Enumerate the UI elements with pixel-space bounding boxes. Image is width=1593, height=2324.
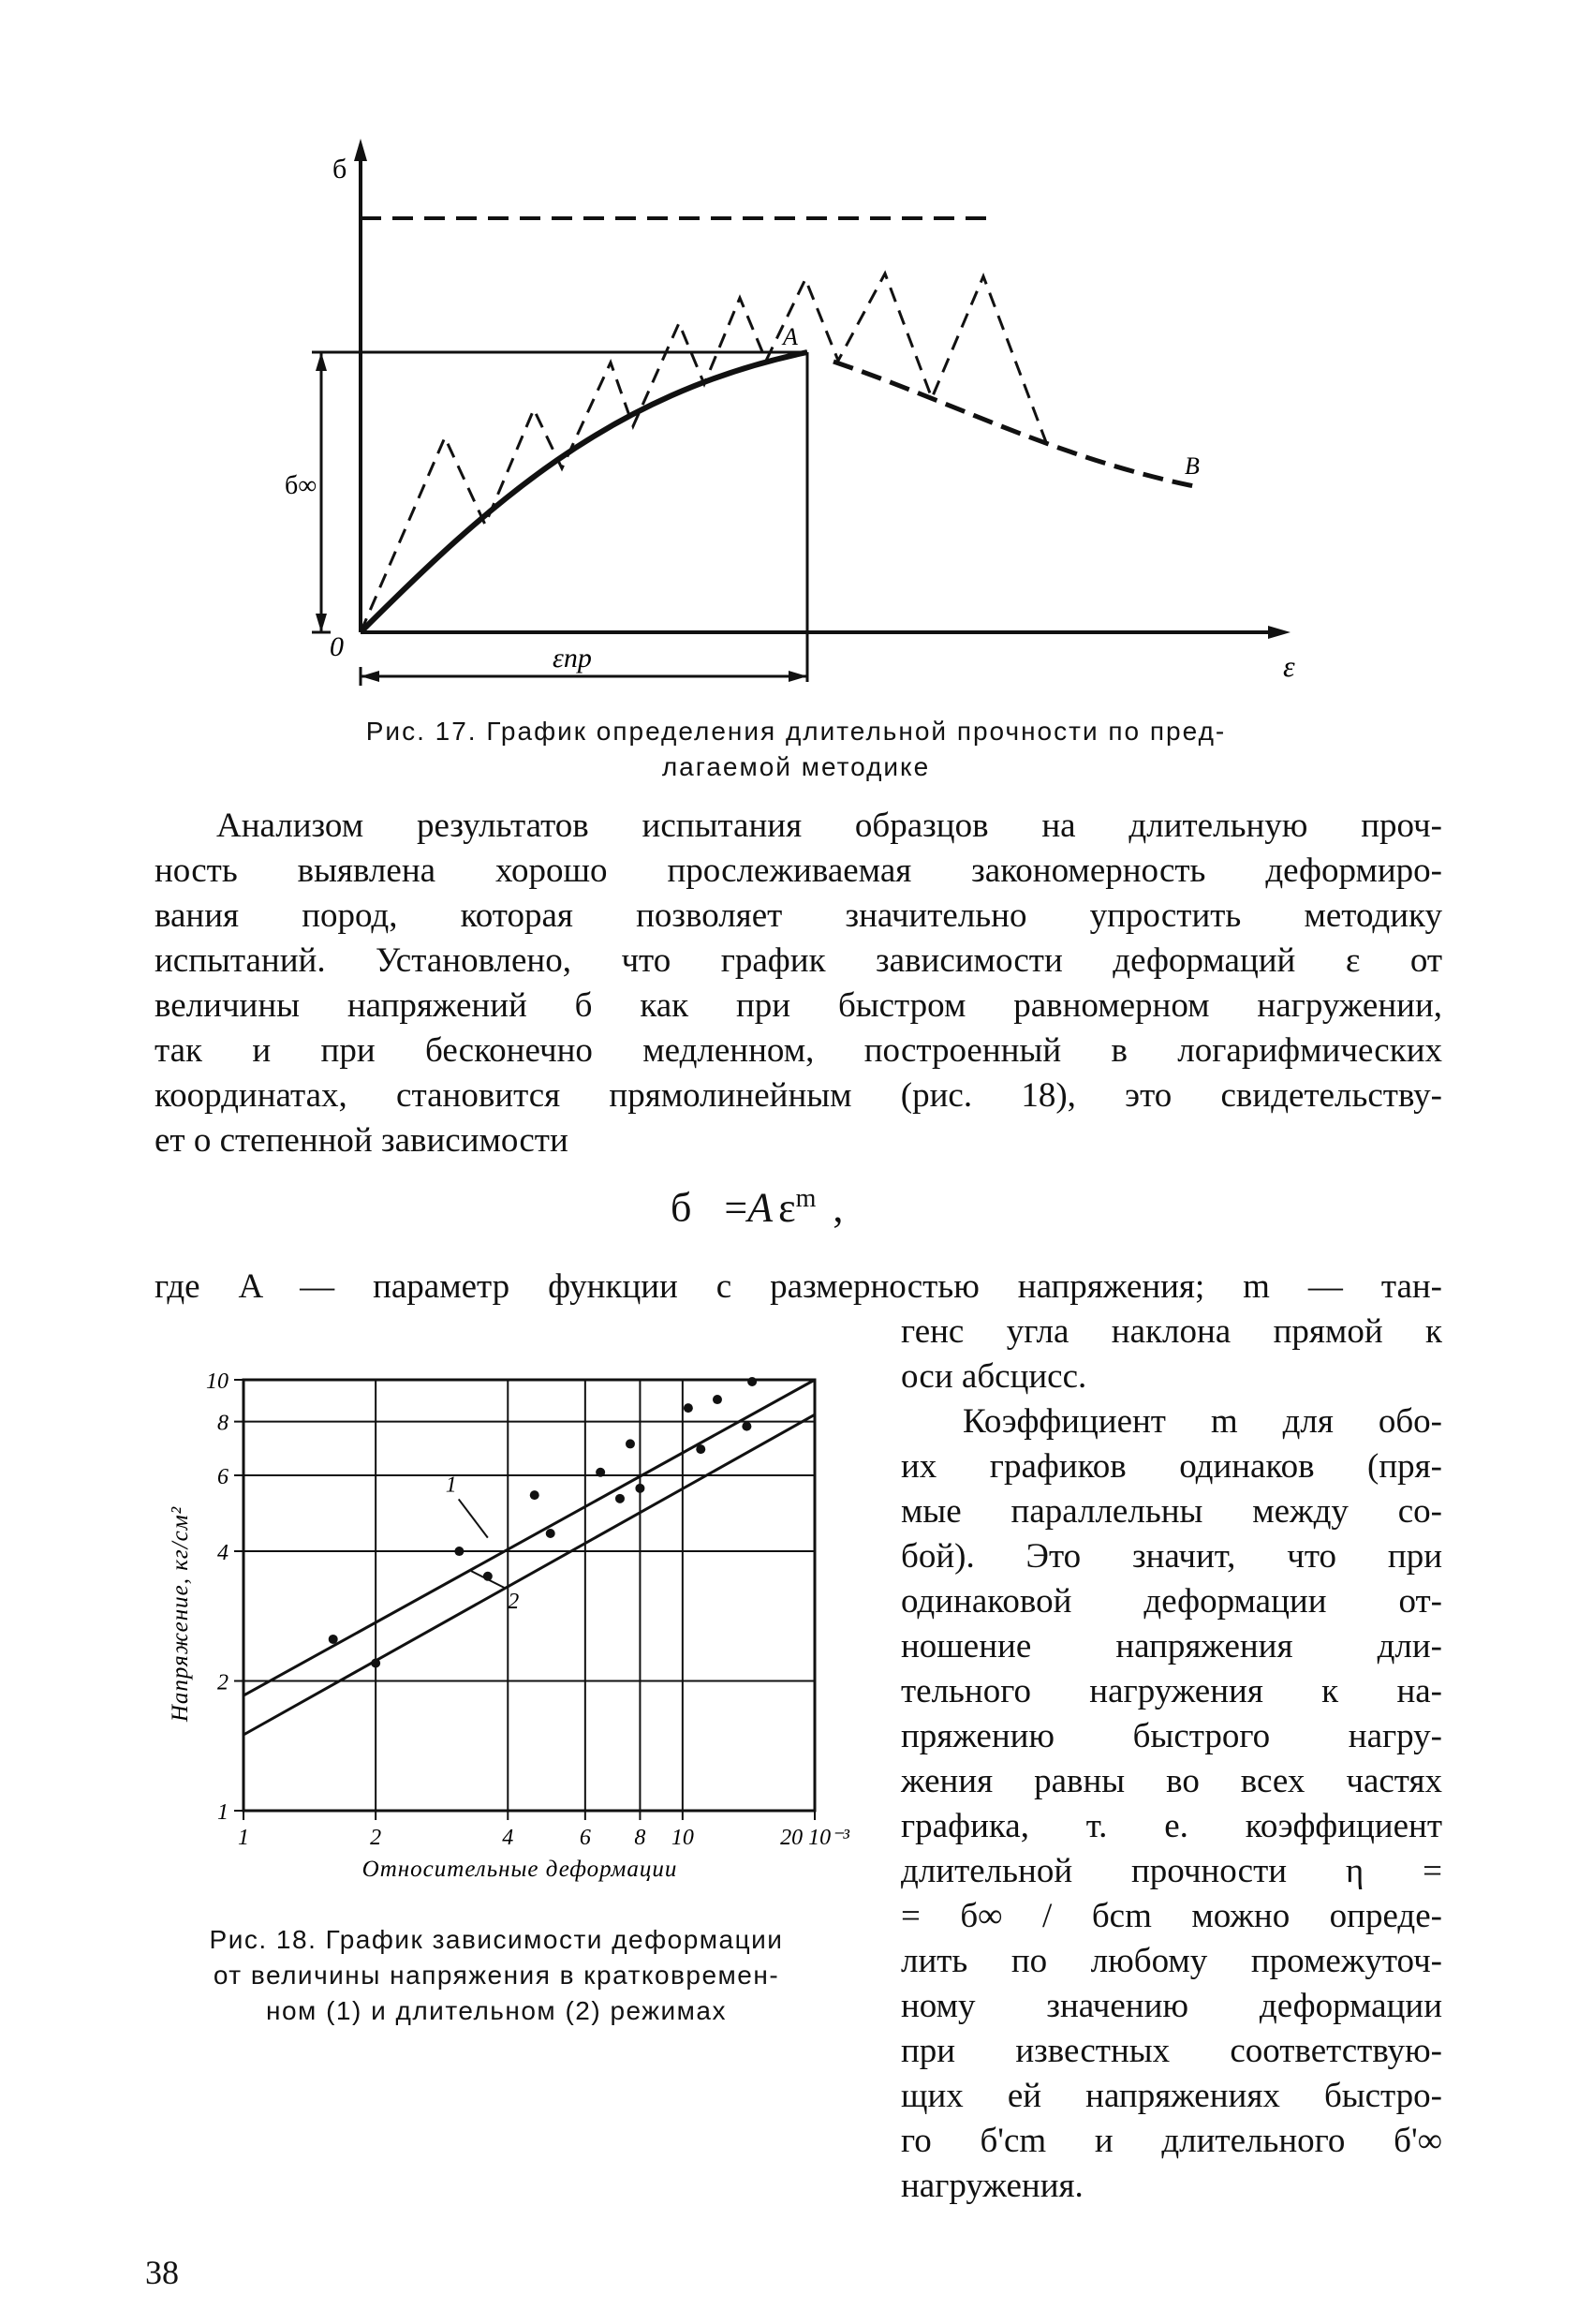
y-axis-label: Напряжение, кг/см²: [168, 1505, 193, 1723]
right-col-line: Коэффициент m для обо-: [963, 1402, 1442, 1441]
fig18-caption-line1: Рис. 18. График зависимости деформации: [209, 1925, 784, 1954]
body1-line: так и при бесконечно медленном, построенный в логарифмических: [155, 1031, 1442, 1070]
right-col-line: ному значению деформации: [901, 1987, 1442, 2025]
fig17-y-arrow: [354, 139, 367, 161]
x-axis-label: Относительные деформации: [361, 1857, 678, 1882]
y-tick-label: 10: [206, 1369, 229, 1394]
fig17-eps-dim-arrow-right: [789, 671, 807, 682]
right-col-line: оси абсцисс.: [901, 1357, 1087, 1396]
series-line-1: [243, 1380, 815, 1695]
body1-line: вания пород, которая позволяет значительно упростить методику: [155, 896, 1442, 935]
body-paragraph-1: [155, 804, 1442, 1163]
series-label-1: 1: [445, 1473, 457, 1498]
formula-a: A: [747, 1184, 774, 1231]
right-col-line: длительной прочности η =: [901, 1852, 1442, 1890]
formula-exp: m: [795, 1184, 817, 1213]
fig17-x-label: ε: [1283, 649, 1295, 683]
y-tick-label: 8: [217, 1411, 229, 1436]
data-point-2: [635, 1484, 644, 1493]
series-label-2: 2: [508, 1589, 520, 1614]
right-col-line: жения равны во всех частях: [901, 1762, 1442, 1800]
x-tick-label: 10: [671, 1826, 694, 1850]
right-col-line: лить по любому промежуточ-: [901, 1942, 1442, 1980]
y-tick-label: 2: [217, 1670, 229, 1695]
data-point-2: [742, 1422, 751, 1431]
formula-eq: =: [724, 1184, 748, 1231]
formula-lhs: б: [671, 1184, 692, 1231]
right-col-line: тельного нагружения к на-: [901, 1672, 1442, 1710]
fig17-caption: [243, 714, 1349, 785]
where-line-text: где A — параметр функции с размерностью напряжения; m — тан-: [155, 1267, 1442, 1306]
y-tick-label: 6: [217, 1465, 229, 1490]
x-tick-label: 1: [238, 1826, 249, 1850]
data-point-1: [530, 1490, 539, 1500]
x-tick-label: 6: [579, 1826, 591, 1850]
x-tick-label: 4: [502, 1826, 514, 1850]
fig17-caption-line2: лагаемой методике: [661, 752, 931, 781]
fig17-caption-line1: Рис. 17. График определения длительной прочности по пред-: [365, 717, 1227, 746]
right-col-line: пряжению быстрого нагру-: [901, 1717, 1442, 1755]
body-where-line: [155, 1265, 1442, 1310]
formula: [671, 1171, 843, 1236]
data-point-1: [596, 1468, 605, 1477]
y-tick-label: 4: [217, 1541, 229, 1566]
right-col-line: при известных соответствую-: [901, 2032, 1442, 2070]
right-col-line: мые параллельны между со-: [901, 1492, 1442, 1531]
data-point-2: [546, 1529, 555, 1538]
right-col-line: ношение напряжения дли-: [901, 1627, 1442, 1665]
fig17-origin-label: 0: [330, 631, 344, 662]
body1-line: ность выявлена хорошо прослеживаемая закономерность деформиро-: [155, 851, 1442, 890]
series-line-2: [243, 1414, 815, 1735]
fig17-x-arrow: [1268, 626, 1291, 639]
figure-17: [0, 0, 1593, 731]
fig17-point-b-label: В: [1185, 452, 1200, 480]
right-col-line: щих ей напряжениях быстро-: [901, 2077, 1442, 2115]
fig18-caption: [140, 1922, 852, 2029]
right-col-line: бой). Это значит, что при: [901, 1537, 1442, 1576]
fig17-y-label: б: [332, 154, 347, 185]
y-tick-label: 1: [217, 1800, 229, 1825]
right-column: [901, 1310, 1442, 2209]
fig17-curve-oa: [361, 352, 807, 632]
fig17-sigma-dim-arrow-bottom: [316, 614, 327, 632]
right-col-line: их графиков одинаков (пря-: [901, 1447, 1442, 1486]
fig18-caption-line2: от величины напряжения в кратковремен-: [213, 1961, 780, 1990]
body1-line: координатах, становится прямолинейным (рис. 18), это свидетельству-: [155, 1076, 1442, 1115]
fig17-curve-ab: [833, 362, 1199, 487]
data-point-1: [329, 1635, 338, 1644]
data-point-1: [713, 1395, 722, 1404]
fig17-sigma-inf-label: б∞: [285, 471, 317, 500]
fig17-point-a-label: A: [783, 323, 798, 350]
body1-line: величины напряжений б как при быстром равномерном нагружении,: [155, 986, 1442, 1025]
data-point-1: [626, 1439, 635, 1448]
right-col-line: нагружения.: [901, 2167, 1084, 2205]
x-tick-label: 20 10⁻³: [780, 1826, 849, 1850]
data-point-2: [615, 1494, 625, 1503]
fig17-sawtooth: [361, 274, 1049, 632]
data-point-2: [696, 1444, 705, 1454]
fig17-eps-dim-arrow-left: [361, 671, 379, 682]
series-leader-1: [459, 1499, 488, 1537]
page-number: 38: [145, 2254, 179, 2291]
right-col-line: = б∞ / бcm можно опреде-: [901, 1897, 1442, 1935]
body1-line: ет о степенной зависимости: [155, 1121, 568, 1160]
body1-line: Анализом результатов испытания образцов на длительную проч-: [216, 807, 1442, 845]
figure-18-chart: [159, 1354, 852, 1906]
x-tick-label: 2: [370, 1826, 382, 1850]
right-col-line: одинаковой деформации от-: [901, 1582, 1442, 1621]
formula-eps: ε: [778, 1184, 796, 1231]
data-point-1: [747, 1377, 757, 1386]
data-point-2: [371, 1658, 380, 1667]
plot-frame: [243, 1380, 815, 1811]
right-col-line: го б'cm и длительного б'∞: [901, 2122, 1442, 2160]
fig17-sigma-dim-arrow-top: [316, 352, 327, 371]
fig18-caption-line3: ном (1) и длительном (2) режимах: [266, 1996, 727, 2025]
data-point-1: [684, 1403, 693, 1413]
fig17-eps-pr-label: εпр: [553, 643, 592, 674]
x-tick-label: 8: [634, 1826, 646, 1850]
data-point-1: [454, 1547, 464, 1556]
body1-line: испытаний. Установлено, что график зависимости деформаций ε от: [155, 941, 1442, 980]
right-col-line: графика, т. е. коэффициент: [901, 1807, 1442, 1845]
right-col-line: генс угла наклона прямой к: [901, 1312, 1442, 1351]
formula-comma: ,: [833, 1184, 844, 1231]
